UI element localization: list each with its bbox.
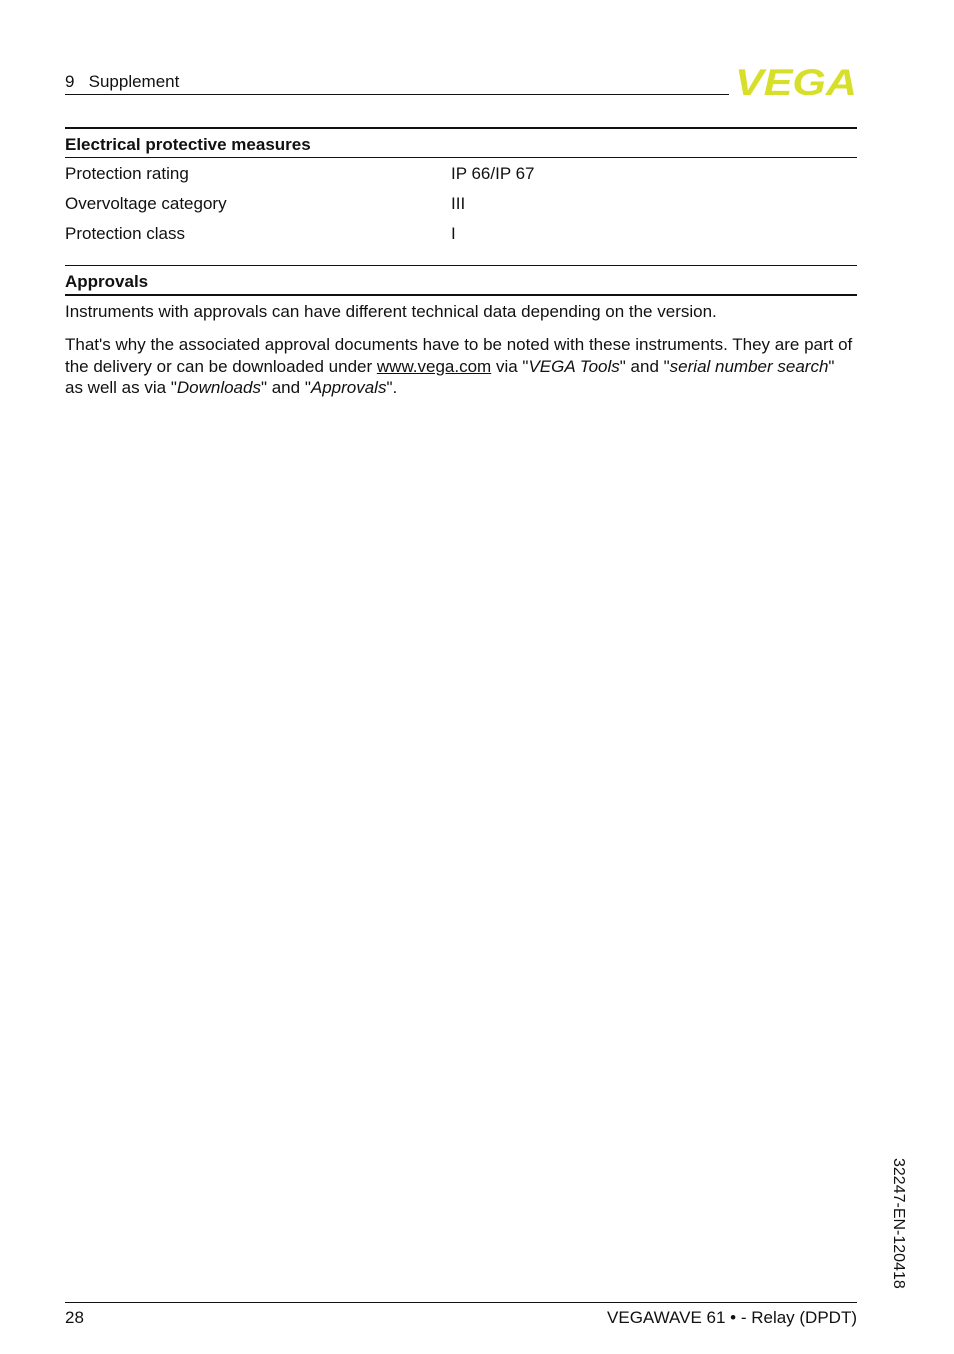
- header-divider: [65, 94, 729, 95]
- footer-divider: [65, 1302, 857, 1303]
- para-text: via ": [491, 356, 529, 376]
- para-italic-vega-tools: VEGA Tools: [528, 356, 620, 376]
- approvals-title-rule: [65, 294, 857, 296]
- row-value-protection-rating: IP 66/IP 67: [451, 164, 535, 183]
- para-italic-serial-number-search: serial number search: [669, 356, 829, 376]
- vega-website-link[interactable]: www.vega.com: [376, 356, 492, 376]
- para-text: ".: [386, 378, 398, 397]
- row-value-protection-class: I: [451, 224, 456, 243]
- row-label-protection-class: Protection class: [65, 224, 185, 243]
- approvals-top-rule: [65, 265, 857, 266]
- footer-product-name: VEGAWAVE 61 • - Relay (DPDT): [607, 1308, 857, 1327]
- document-id: 32247-EN-120418: [890, 1158, 907, 1289]
- para-text: " and ": [619, 356, 670, 376]
- row-value-overvoltage-category: III: [451, 194, 466, 213]
- section-top-rule: [65, 127, 857, 129]
- para-text: That's why the associated approval documents have to be noted with these instruments. They are part of the delivery or can be downloaded under: [65, 335, 853, 376]
- para-italic-approvals: Approvals: [310, 378, 387, 397]
- para-text: " as well as via ": [65, 356, 835, 397]
- section-title-approvals: Approvals: [65, 272, 149, 291]
- section-title-rule: [65, 157, 857, 158]
- section-title-electrical: Electrical protective measures: [65, 135, 311, 154]
- row-label-protection-rating: Protection rating: [65, 164, 189, 183]
- para-italic-downloads: Downloads: [176, 378, 261, 397]
- vega-logo: [734, 66, 858, 98]
- approvals-paragraph-1: Instruments with approvals can have different technical data depending on the version.: [65, 302, 717, 321]
- logo-text: VEGA: [735, 66, 857, 98]
- page-number: 28: [65, 1308, 84, 1327]
- row-label-overvoltage-category: Overvoltage category: [65, 194, 227, 213]
- approvals-paragraph-2: [65, 334, 857, 399]
- para-text: " and ": [260, 378, 311, 397]
- section-header: 9 Supplement: [65, 72, 180, 91]
